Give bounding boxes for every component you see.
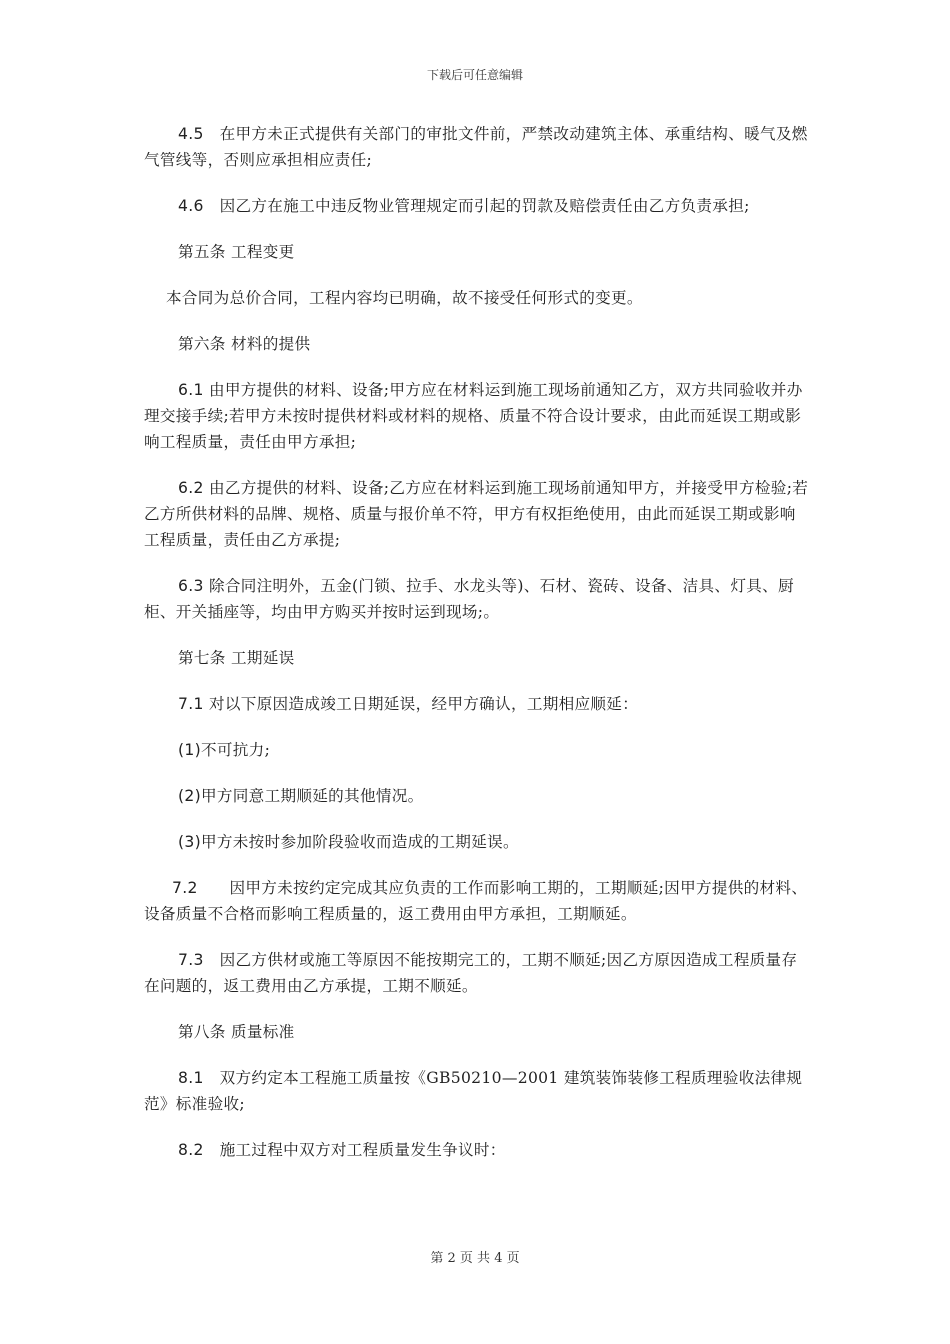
list-number: (3) (178, 833, 201, 851)
clause-number: 8.2 (178, 1141, 204, 1159)
clause-text: 由乙方提供的材料、设备;乙方应在材料运到施工现场前通知甲方，并接受甲方检验;若乙方所供材料的品牌、规格、质量与报价单不符，甲方有权拒绝使用，由此而延误工期或影响工程质量，责任由乙方承提; (144, 479, 809, 549)
list-text: 甲方同意工期顺延的其他情况。 (201, 787, 424, 805)
section-heading-8 (144, 1019, 810, 1045)
clause-text: 除合同注明外，五金(门锁、拉手、水龙头等)、石材、瓷砖、设备、洁具、灯具、厨柜、开关插座等，均由甲方购买并按时运到现场;。 (144, 577, 794, 621)
clause-text: 因甲方未按约定完成其应负责的工作而影响工期的，工期顺延;因甲方提供的材料、设备质量不合格而影响工程质量的，返工费用由甲方承担，工期顺延。 (144, 879, 808, 923)
section-heading-text: 第八条 质量标准 (178, 1023, 295, 1041)
clause-number: 7.2 (172, 879, 198, 897)
list-number: (2) (178, 787, 201, 805)
list-text: 不可抗力; (201, 741, 271, 759)
clause-number: 7.3 (178, 951, 204, 969)
clause-7-2 (144, 875, 810, 927)
clause-text: 对以下原因造成竣工日期延误，经甲方确认，工期相应顺延： (203, 695, 639, 713)
paragraph-text: 本合同为总价合同，工程内容均已明确，故不接受任何形式的变更。 (166, 289, 643, 307)
clause-7-1 (144, 691, 810, 717)
clause-4-5 (144, 121, 810, 173)
clause-number: 6.3 (178, 577, 204, 595)
list-number: (1) (178, 741, 201, 759)
page-header: 下载后可任意编辑 (426, 68, 523, 82)
section-heading-text: 第五条 工程变更 (178, 243, 295, 261)
page-footer: 第 2 页 共 4 页 (430, 1251, 520, 1266)
clause-text: 由甲方提供的材料、设备;甲方应在材料运到施工现场前通知乙方，双方共同验收并办理交接手续;若甲方未按时提供材料或材料的规格、质量不符合设计要求，由此而延误工期或影响工程质量，责任由甲方承担; (144, 381, 803, 451)
list-item-3 (144, 829, 810, 855)
clause-number: 6.2 (178, 479, 204, 497)
clause-text: 因乙方在施工中违反物业管理规定而引起的罚款及赔偿责任由乙方负责承担; (203, 197, 750, 215)
section-heading-6 (144, 331, 810, 357)
clause-number: 6.1 (178, 381, 204, 399)
clause-8-1 (144, 1065, 810, 1117)
clause-number: 4.5 (178, 125, 204, 143)
section-heading-text: 第七条 工期延误 (178, 649, 295, 667)
list-item-1 (144, 737, 810, 763)
clause-number: 8.1 (178, 1069, 204, 1087)
section-heading-text: 第六条 材料的提供 (178, 335, 311, 353)
clause-6-1 (144, 377, 810, 455)
clause-4-6 (144, 193, 810, 219)
clause-text: 因乙方供材或施工等原因不能按期完工的，工期不顺延;因乙方原因造成工程质量存在问题的，返工费用由乙方承提，工期不顺延。 (144, 951, 798, 995)
list-text: 甲方未按时参加阶段验收而造成的工期延误。 (201, 833, 519, 851)
clause-text: 双方约定本工程施工质量按《GB50210—2001 建筑装饰装修工程质理验收法律规范》标准验收; (144, 1069, 803, 1113)
section-5-text (144, 285, 810, 311)
list-item-2 (144, 783, 810, 809)
section-heading-7 (144, 645, 810, 671)
document-body (144, 121, 810, 1183)
clause-8-2 (144, 1137, 810, 1163)
clause-7-3 (144, 947, 810, 999)
clause-text: 施工过程中双方对工程质量发生争议时： (203, 1141, 506, 1159)
clause-text: 在甲方未正式提供有关部门的审批文件前，严禁改动建筑主体、承重结构、暖气及燃气管线等，否则应承担相应责任; (144, 125, 808, 169)
clause-6-2 (144, 475, 810, 553)
section-heading-5 (144, 239, 810, 265)
clause-6-3 (144, 573, 810, 625)
clause-number: 4.6 (178, 197, 204, 215)
clause-number: 7.1 (178, 695, 204, 713)
